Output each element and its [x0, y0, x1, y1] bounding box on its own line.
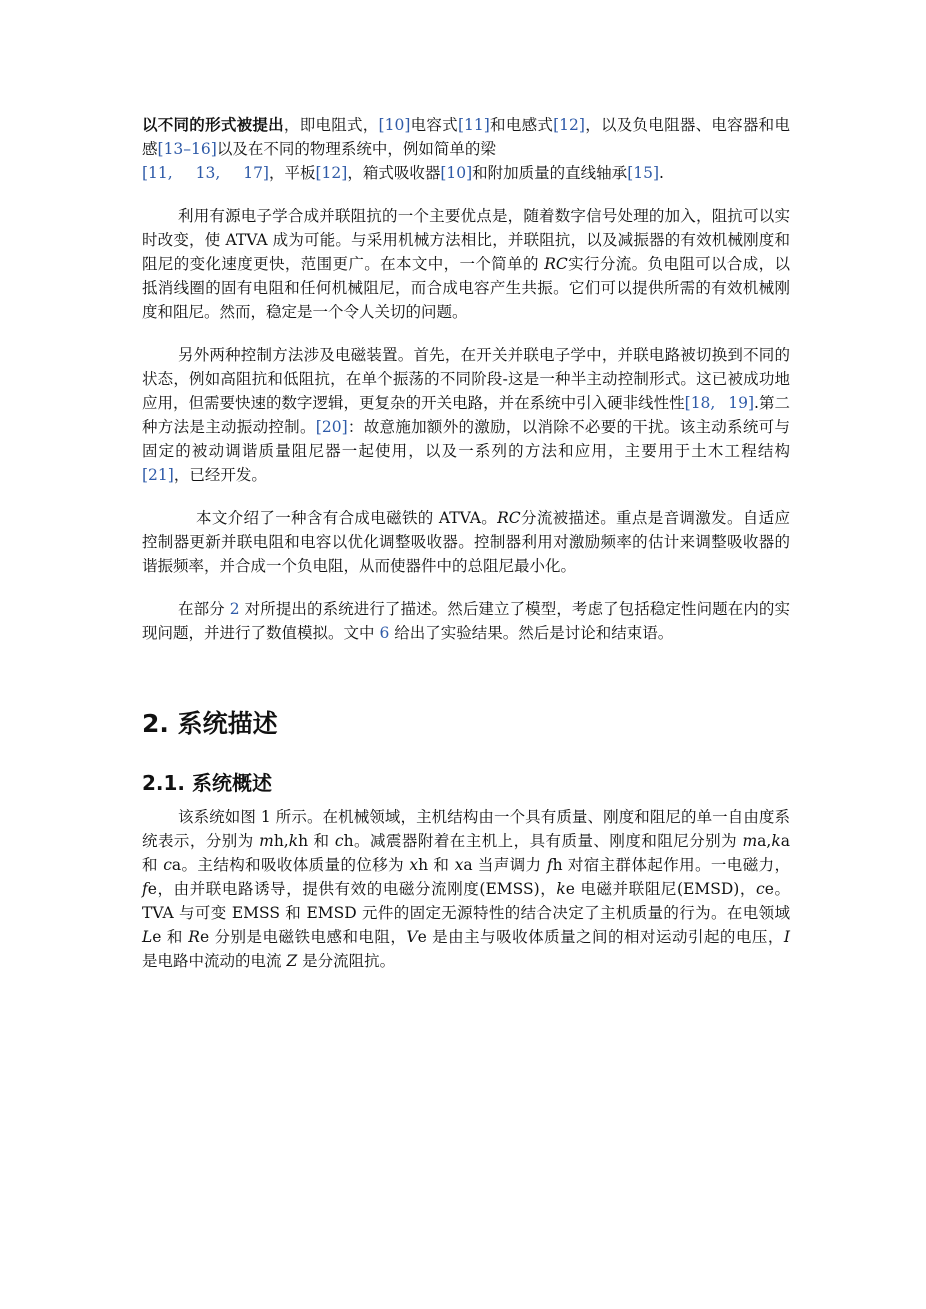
text: h,: [273, 832, 289, 850]
text: a。主结构和吸收体质量的位移为: [171, 856, 410, 874]
text: h。减震器附着在主机上，具有质量、刚度和阻尼分别为: [343, 832, 743, 850]
math-var: x: [454, 856, 464, 874]
text: 另外两种控制方法涉及电磁装置。首先，在开关并联电子学中，并联电路被切换到不同的状态，例如高阻抗和低阻抗，在单个振荡的不同阶段-这是一种半主动控制形式。这已被成功地应用，但需要快速的数字逻辑，更复杂的开关电路，并在系统中引入硬非线性性: [142, 346, 790, 412]
text: e。TVA 与可变 EMSS 和 EMSD 元件的固定无源特性的结合决定了主机质量的行为。在电领域: [142, 880, 790, 922]
text: a 当声调力: [463, 856, 547, 874]
text: 和电感式: [489, 116, 554, 134]
text: 该系统如图 1 所示。在机械领域，主机结构由一个具有质量、刚度和阻尼的单一自由度系统表示，分别为: [142, 808, 790, 850]
math-var: RC: [497, 509, 521, 527]
citation-link[interactable]: [10]: [378, 116, 411, 134]
section-link[interactable]: 6: [379, 624, 390, 642]
citation-link[interactable]: [12]: [553, 116, 585, 134]
math-var: f: [546, 856, 553, 874]
math-var: x: [409, 856, 419, 874]
text: 和附加质量的直线轴承: [472, 164, 628, 182]
text: ：故意施加额外的激励，以消除不必要的干扰。该主动系统可与固定的被动调谐质量阻尼器一起使用，以及一系列的方法和应用，主要用于土木工程结构: [142, 418, 790, 460]
text: 以及在不同的物理系统中，例如简单的梁: [216, 140, 496, 158]
text: a,: [757, 832, 772, 850]
text: h 和: [418, 856, 455, 874]
paragraph-system-overview: [142, 805, 790, 973]
citation-link[interactable]: [20]: [315, 418, 348, 436]
paragraph-paper-intro: [142, 506, 790, 578]
text: 利用有源电子学合成并联阻抗的一个主要优点是，随着数字信号处理的加入，阻抗可以实时改变，使 ATVA 成为可能。与采用机械方法相比，并联阻抗，以及减振器的有效机械刚度和阻尼的变化速度更快，范围更广。在本文中，一个简单的: [142, 207, 790, 273]
text: ，以及负电阻器、电容器和电感: [142, 116, 790, 158]
paragraph-advantages: [142, 204, 790, 324]
text: 在部分: [178, 600, 230, 618]
math-var: I: [783, 928, 790, 946]
math-var: k: [556, 880, 566, 898]
section-heading: 2. 系统描述: [142, 709, 278, 738]
math-var: c: [756, 880, 765, 898]
citation-link[interactable]: [18, 19]: [684, 394, 755, 412]
citation-link[interactable]: [13–16]: [157, 140, 217, 158]
math-var: c: [334, 832, 344, 850]
math-var: Z: [286, 952, 298, 970]
paragraph-intro-continued: [142, 113, 790, 185]
citation-link[interactable]: [15]: [627, 164, 660, 182]
citation-link[interactable]: [12]: [315, 164, 348, 182]
paragraph-control-methods: [142, 343, 790, 487]
citation-link[interactable]: [10]: [440, 164, 473, 182]
text: 是分流阻抗。: [297, 952, 396, 970]
subsection-heading: 2.1. 系统概述: [142, 771, 272, 795]
text: 实行分流。负电阻可以合成，以抵消线圈的固有电阻和任何机械阻尼，而合成电容产生共振。它们可以提供所需的有效机械刚度和阻尼。然而，稳定是一个令人关切的问题。: [142, 255, 790, 321]
citation-link[interactable]: [11, 13, 17]: [142, 164, 269, 182]
text: h 和: [298, 832, 335, 850]
math-var: V: [406, 928, 418, 946]
text: e 和: [152, 928, 189, 946]
text: e 是由主与吸收体质量之间的相对运动引起的电压，: [417, 928, 784, 946]
text: .第二种方法是主动振动控制。: [142, 394, 790, 436]
text: e 分别是电磁铁电感和电阻，: [199, 928, 407, 946]
math-var: k: [771, 832, 781, 850]
text: ，箱式吸收器: [347, 164, 441, 182]
text: 给出了实验结果。然后是讨论和结束语。: [389, 624, 674, 642]
text: ，即电阻式，: [283, 116, 379, 134]
text: 本文介绍了一种含有合成电磁铁的 ATVA。: [196, 509, 498, 527]
document-page: [142, 113, 790, 992]
math-var: f: [142, 880, 148, 898]
text: 对所提出的系统进行了描述。然后建立了模型，考虑了包括稳定性问题在内的实现问题，并进行了数值模拟。文中: [142, 600, 790, 642]
math-var: m: [259, 832, 274, 850]
text: e 电磁并联阻尼(EMSD)，: [565, 880, 757, 898]
math-var: R: [188, 928, 200, 946]
math-var: RC: [544, 255, 568, 273]
citation-link[interactable]: [21]: [142, 466, 174, 484]
math-var: k: [288, 832, 299, 850]
text: ，已经开发。: [173, 466, 267, 484]
text: 电容式: [410, 116, 458, 134]
text: 是电路中流动的电流: [142, 952, 287, 970]
math-var: m: [742, 832, 758, 850]
text: 以不同的形式被提出: [142, 115, 284, 134]
text: ，平板: [268, 164, 316, 182]
text: e，由并联电路诱导，提供有效的电磁分流刚度(EMSS)，: [147, 880, 557, 898]
citation-link[interactable]: [11]: [457, 116, 490, 134]
section-link[interactable]: 2: [229, 600, 240, 618]
paragraph-outline: [142, 597, 790, 645]
text: .: [659, 164, 664, 182]
math-var: L: [142, 928, 153, 946]
math-var: c: [163, 856, 172, 874]
text: a 和: [142, 832, 790, 874]
text: 分流被描述。重点是音调激发。自适应控制器更新并联电阻和电容以优化调整吸收器。控制器利用对激励频率的估计来调整吸收器的谐振频率，并合成一个负电阻，从而使器件中的总阻尼最小化。: [142, 509, 790, 575]
text: h 对宿主群体起作用。一电磁力，: [552, 856, 790, 874]
